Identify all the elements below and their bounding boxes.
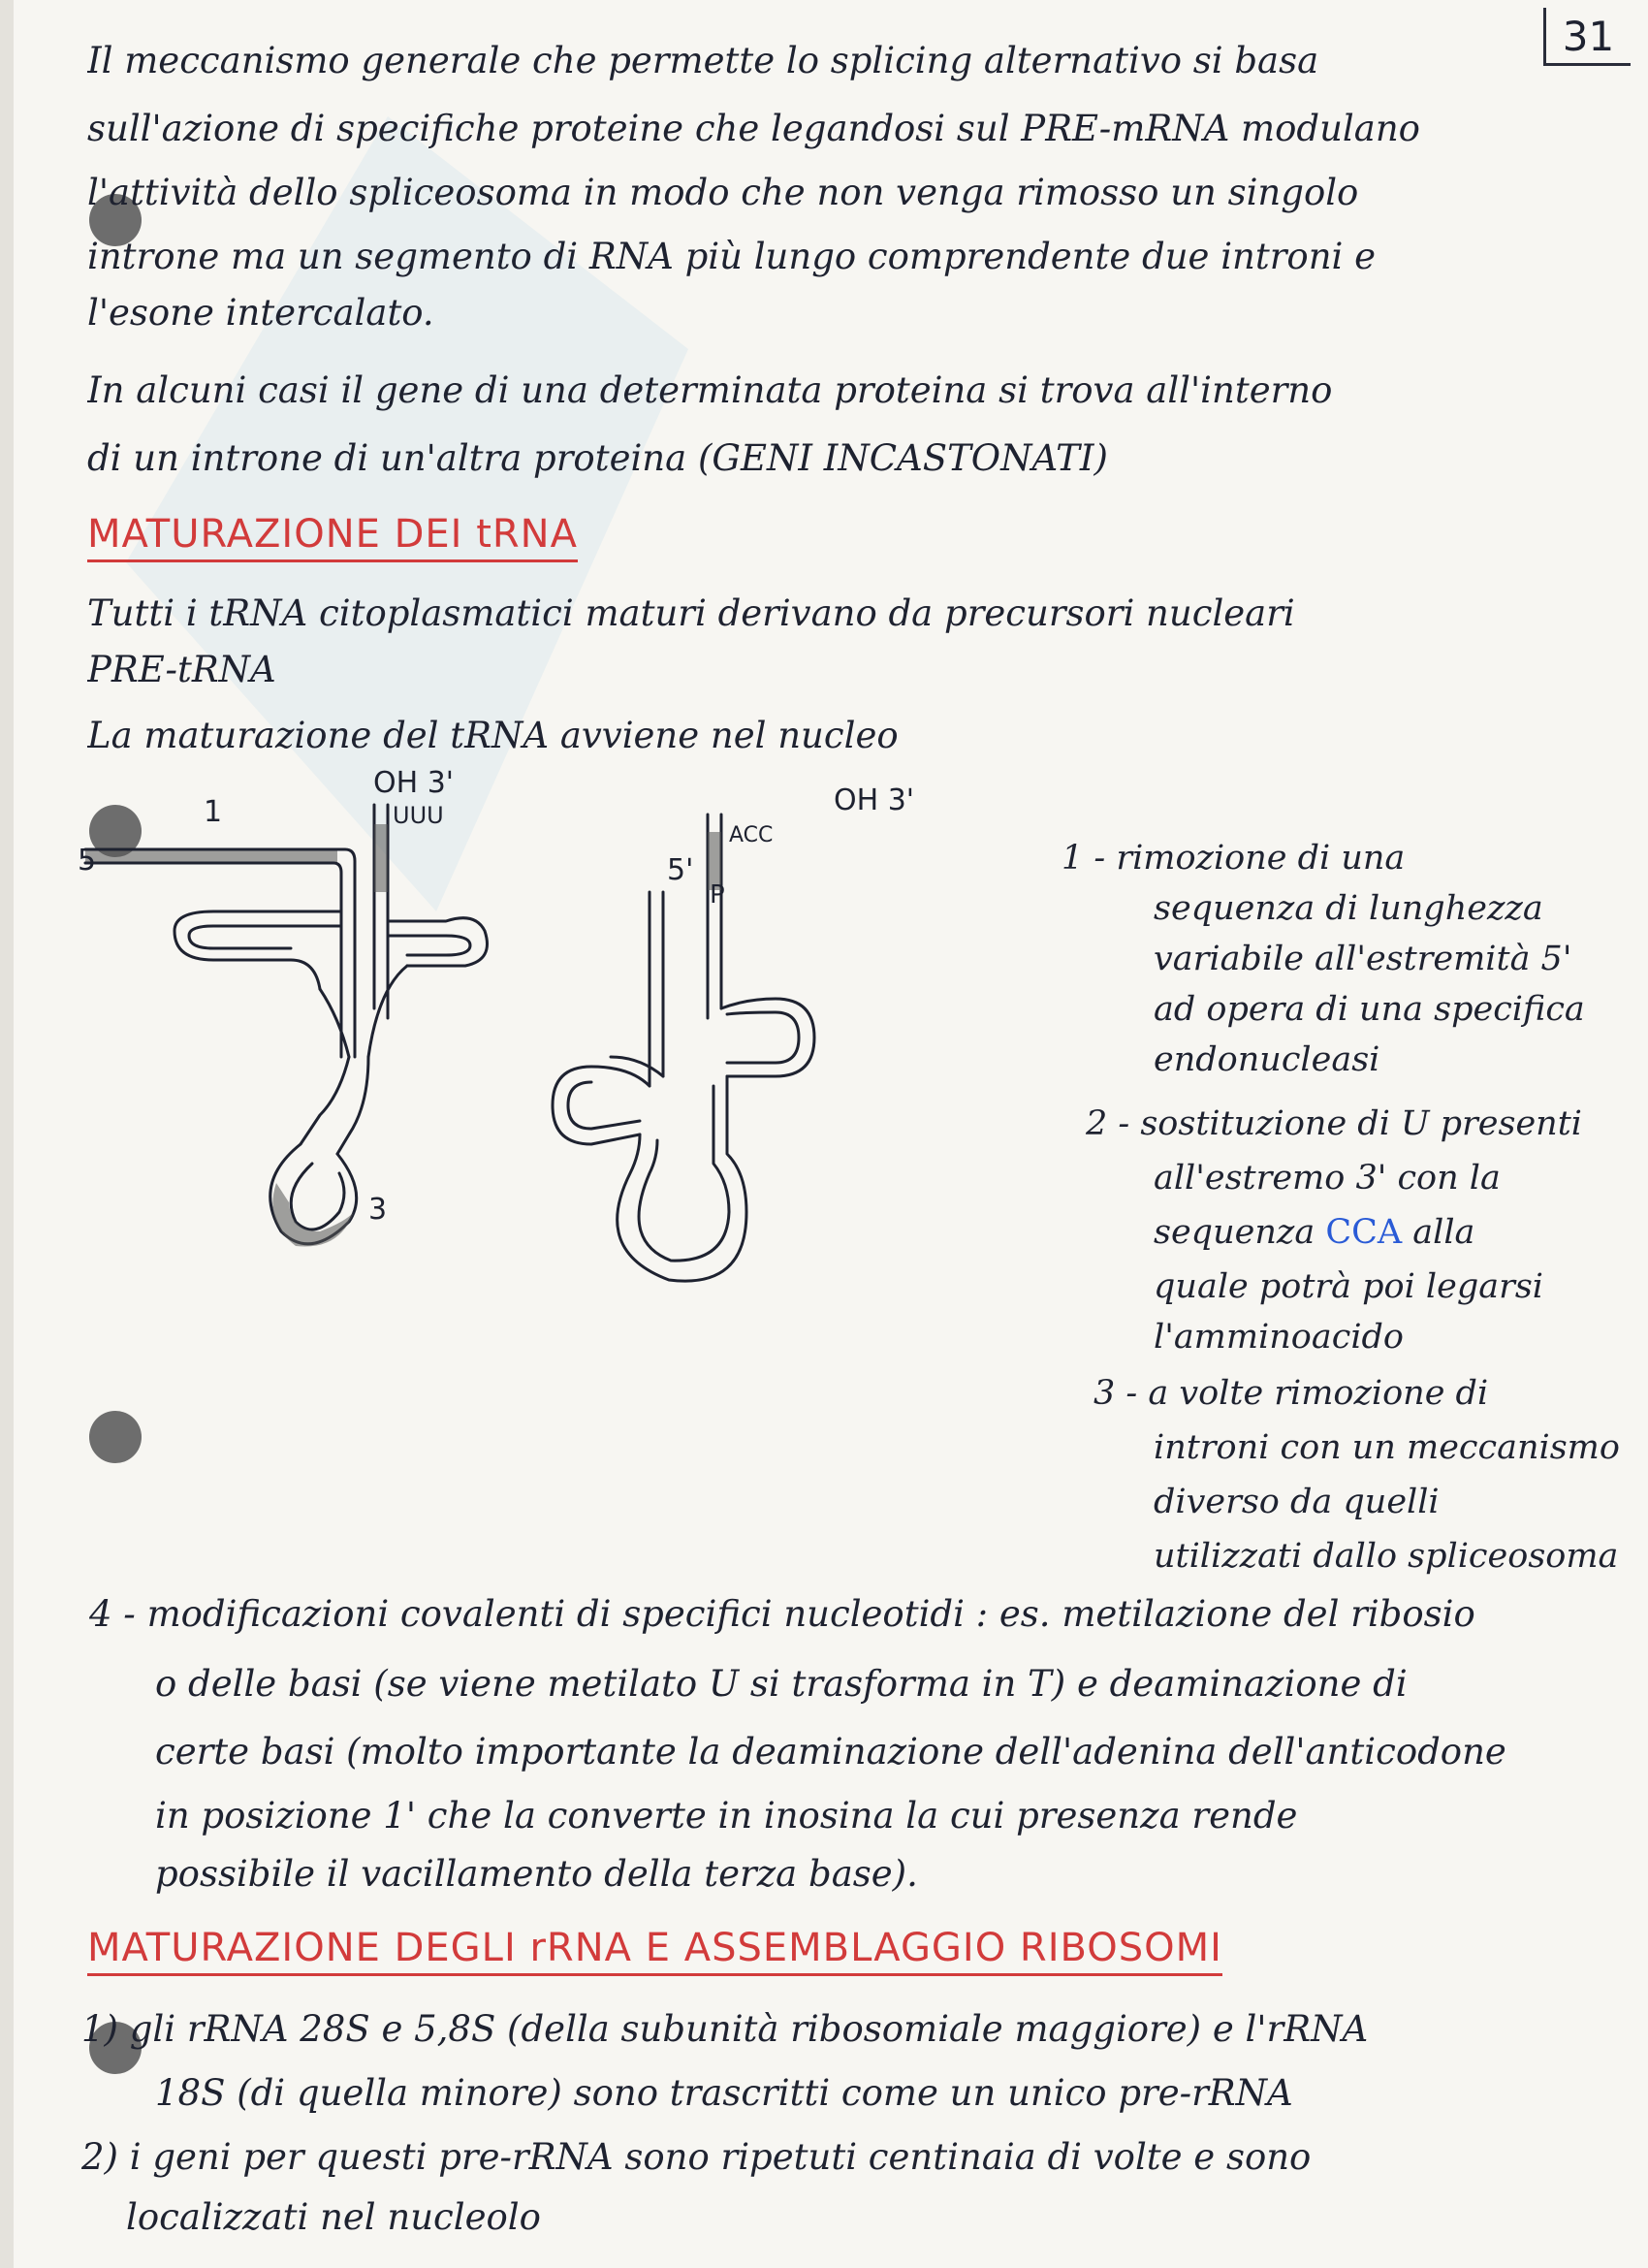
text-line: o delle basi (se viene metilato U si trasforma in T) e deaminazione di: [155, 1663, 1408, 1705]
text-line: La maturazione del tRNA avviene nel nucleo: [87, 715, 899, 756]
diagram-label-5: 5: [78, 844, 97, 878]
text-line: Il meccanismo generale che permette lo splicing alternativo si basa: [87, 40, 1319, 81]
legend-text: alla: [1402, 1213, 1475, 1252]
diagram-label-oh-left: OH 3': [373, 766, 455, 800]
text-line: localizzati nel nucleolo: [126, 2196, 541, 2238]
text-line: 4 - modificazioni covalenti di specifici nucleotidi : es. metilazione del ribosio: [89, 1593, 1475, 1635]
legend-line: quale potrà poi legarsi: [1154, 1267, 1543, 1306]
text-line: l'attività dello spliceosoma in modo che non venga rimosso un singolo: [87, 172, 1359, 213]
diagram-label-p: P: [710, 880, 725, 910]
legend-line: l'amminoacido: [1154, 1318, 1405, 1357]
section-heading-trna: MATURAZIONE DEI tRNA: [87, 508, 578, 560]
text-line: l'esone intercalato.: [87, 292, 434, 334]
page-edge: [0, 0, 14, 2268]
diagram-label-5-prime: 5': [667, 853, 694, 887]
legend-line: 1 - rimozione di una: [1062, 839, 1406, 878]
text-line: in posizione 1' che la converte in inosina la cui presenza rende: [155, 1795, 1298, 1837]
legend-line: utilizzati dallo spliceosoma: [1154, 1537, 1619, 1576]
text-line: introne ma un segmento di RNA più lungo comprendente due introni e: [87, 236, 1377, 277]
diagram-bases-left: UUU: [393, 802, 444, 829]
text-line: In alcuni casi il gene di una determinata proteina si trova all'interno: [87, 369, 1333, 411]
text-line: certe basi (molto importante la deaminazione dell'adenina dell'anticodone: [155, 1731, 1506, 1773]
legend-line: diverso da quelli: [1154, 1483, 1440, 1521]
text-line: Tutti i tRNA citoplasmatici maturi derivano da precursori nucleari: [87, 592, 1295, 634]
legend-line: introni con un meccanismo: [1154, 1428, 1620, 1467]
legend-line: endonucleasi: [1154, 1040, 1380, 1079]
text-line: 1) gli rRNA 28S e 5,8S (della subunità ribosomiale maggiore) e l'rRNA: [81, 2008, 1369, 2050]
section-heading-rrna: MATURAZIONE DEGLI rRNA E ASSEMBLAGGIO RIBOSOMI: [87, 1922, 1222, 1974]
legend-line: ad opera di una specifica: [1154, 990, 1585, 1029]
text-line: possibile il vacillamento della terza base).: [155, 1853, 918, 1895]
diagram-bases-right: ACC: [729, 823, 774, 847]
legend-line: all'estremo 3' con la: [1154, 1159, 1501, 1198]
legend-line: variabile all'estremità 5': [1154, 940, 1572, 978]
text-line: 2) i geni per questi pre-rRNA sono ripetuti centinaia di volte e sono: [81, 2136, 1312, 2178]
trna-diagrams: [58, 766, 1047, 1309]
diagram-label-oh-right: OH 3': [834, 783, 915, 817]
text-line: 18S (di quella minore) sono trascritti come un unico pre-rRNA: [155, 2072, 1293, 2114]
page-number: 31: [1543, 8, 1631, 66]
text-line: PRE-tRNA: [87, 649, 276, 690]
legend-line: 3 - a volte rimozione di: [1093, 1374, 1489, 1413]
binder-hole: [89, 1411, 142, 1463]
trna-diagram-svg: [58, 766, 1047, 1309]
legend-line: [1154, 1208, 1474, 1257]
legend-text: sequenza: [1154, 1213, 1326, 1252]
legend-line: sequenza di lunghezza: [1154, 889, 1543, 928]
diagram-label-3: 3: [368, 1193, 388, 1227]
text-line: sull'azione di specifiche proteine che legandosi sul PRE-mRNA modulano: [87, 108, 1420, 149]
diagram-label-1: 1: [204, 795, 223, 829]
text-line: di un introne di un'altra proteina (GENI INCASTONATI): [87, 437, 1108, 479]
legend-line: 2 - sostituzione di U presenti: [1086, 1104, 1582, 1143]
cca-sequence: CCA: [1325, 1213, 1403, 1252]
